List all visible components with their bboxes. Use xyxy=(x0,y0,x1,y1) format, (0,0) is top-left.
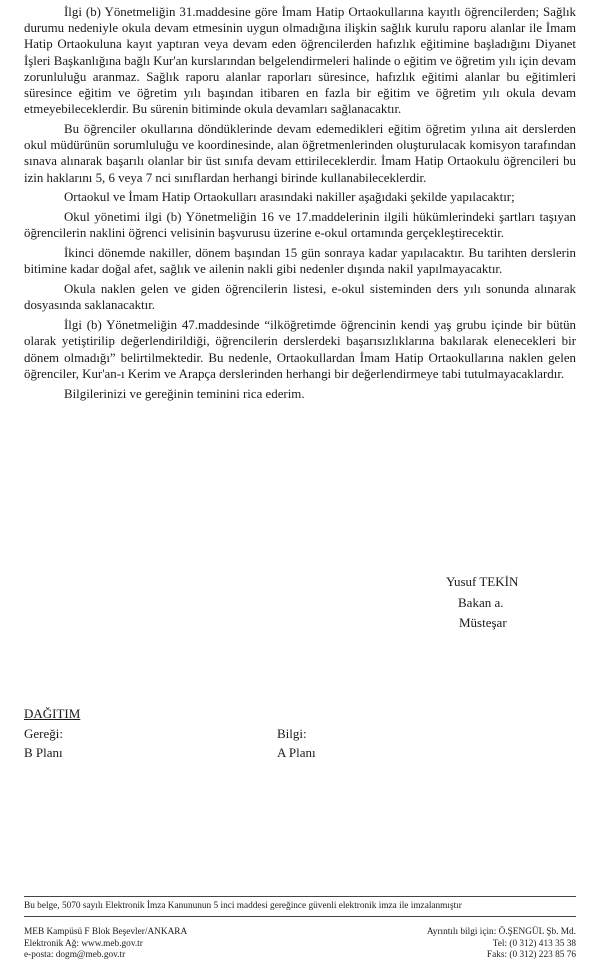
paragraph-2: Bu öğrenciler okullarına döndüklerinde devam edemedikleri eğitim öğretim yılına ait derslerden okul müdürünün sorumluluğu ve koordinesinde, alan öğretmenlerinden oluşturulacak komisyon tarafından sınava alınarak başarılı olanlar bir üst sınıfa devam ettirileceklerdir. İmam Hatip Ortaokulu öğrencileri bu izin haklarını 5, 6 veya 7 nci sınıflardan herhangi birinde kullanabileceklerdir. xyxy=(24,122,576,185)
paragraph-5: İkinci dönemde nakiller, dönem başından 15 gün sonraya kadar yapılacaktır. Bu tarihten derslerin bitimine kadar doğal afet, sağlık ve ailenin nakli gibi nedenler dışında nakil yapılmayacaktır. xyxy=(24,246,576,277)
paragraph-3: Ortaokul ve İmam Hatip Ortaokulları arasındaki nakiller aşağıdaki şekilde yapılacaktır; xyxy=(64,190,515,205)
paragraph-4: Okul yönetimi ilgi (b) Yönetmeliğin 16 ve 17.maddelerinin ilgili hükümlerindeki şartları taşıyan öğrencilerin naklini öğrenci velisinin başvurusu üzerine e-okul ortamında gerçekleştirecektir. xyxy=(24,210,576,241)
distribution-bilgi xyxy=(277,724,316,762)
e-signature-note: Bu belge, 5070 sayılı Elektronik İmza Kanununun 5 inci maddesi gereğince güvenli elektronik imza ile imzalanmıştır xyxy=(24,901,462,911)
bilgi-value: A Planı xyxy=(277,745,316,760)
gereği-label: Gereği: xyxy=(24,726,63,741)
signatory-name: Yusuf TEKİN xyxy=(446,574,519,589)
paragraph-7: İlgi (b) Yönetmeliğin 47.maddesinde “ilköğretimde öğrencinin kendi yaş grubu içinde bir bütün olarak yetiştirilip değerlendirildiği, öğrencilerin derslerdeki başarısızlıklarına bakılarak elenecekleri bir dönem olmadığı” belirtilmektedir. Bu nedenle, Ortaokullardan İmam Hatip Ortaokullarına naklen gelen öğrenciler, Kur'an-ı Kerim ve Arapça derslerinden herhangi bir değerlendirmeye tabi tutulmayacaklardır. xyxy=(24,318,576,381)
footer-divider-top xyxy=(24,896,576,897)
signature-block xyxy=(446,572,566,634)
footer-address: MEB Kampüsü F Blok Beşevler/ANKARA xyxy=(24,927,188,937)
footer-email: e-posta: dogm@meb.gov.tr xyxy=(24,950,126,961)
distribution-gereği xyxy=(24,724,63,762)
signatory-capacity: Bakan a. xyxy=(458,594,504,610)
footer-info: Ayrıntılı bilgi için: Ö.ŞENGÜL Şb. Md. xyxy=(426,927,576,937)
footer-web: Elektronik Ağ: www.meb.gov.tr xyxy=(24,938,143,949)
footer-contact-left xyxy=(24,927,187,962)
footer-tel: Tel: (0 312) 413 35 38 xyxy=(492,938,576,949)
paragraph-1: İlgi (b) Yönetmeliğin 31.maddesine göre İmam Hatip Ortaokullarına kayıtlı öğrencilerden; Sağlık durumu nedeniyle okula devam etmesinin uygun olmadığına ilişkin sağlık kurulu raporu alanlar ile İmam Hatip Ortaokuluna kayıt yaptıran veya devam eden öğrencilerden hafızlık eğitimine başladığını Diyanet İşleri Başkanlığına bağlı Kur'an kurslarından belgelendirmeleri halinde o eğitim ve öğretim yılı için devam zorunluluğu aranmaz. Sağlık raporu alanlar raporları süresince, hafızlık eğitimi alanlar bu eğitimleri süresince eğitim ve öğretim yılı başından itibaren en fazla bir eğitim ve öğretim yılı okula devam etmeyebileceklerdir. Bu sürenin bitiminde okula devamları sağlanacaktır. xyxy=(24,5,576,117)
paragraph-6: Okula naklen gelen ve giden öğrencilerin listesi, e-okul sisteminden ders yılı sonunda alınarak dosyasında saklanacaktır. xyxy=(24,282,576,313)
footer-contact-right xyxy=(427,927,576,962)
bilgi-label: Bilgi: xyxy=(277,726,307,741)
letter-body xyxy=(24,4,576,405)
signatory-title: Müsteşar xyxy=(459,615,507,630)
paragraph-8: Bilgilerinizi ve gereğinin teminini rica ederim. xyxy=(64,386,305,401)
distribution-heading: DAĞITIM xyxy=(24,706,81,721)
footer-divider-bottom xyxy=(24,916,576,917)
footer-fax: Faks: (0 312) 223 85 76 xyxy=(486,950,576,961)
gereği-value: B Planı xyxy=(24,745,63,760)
